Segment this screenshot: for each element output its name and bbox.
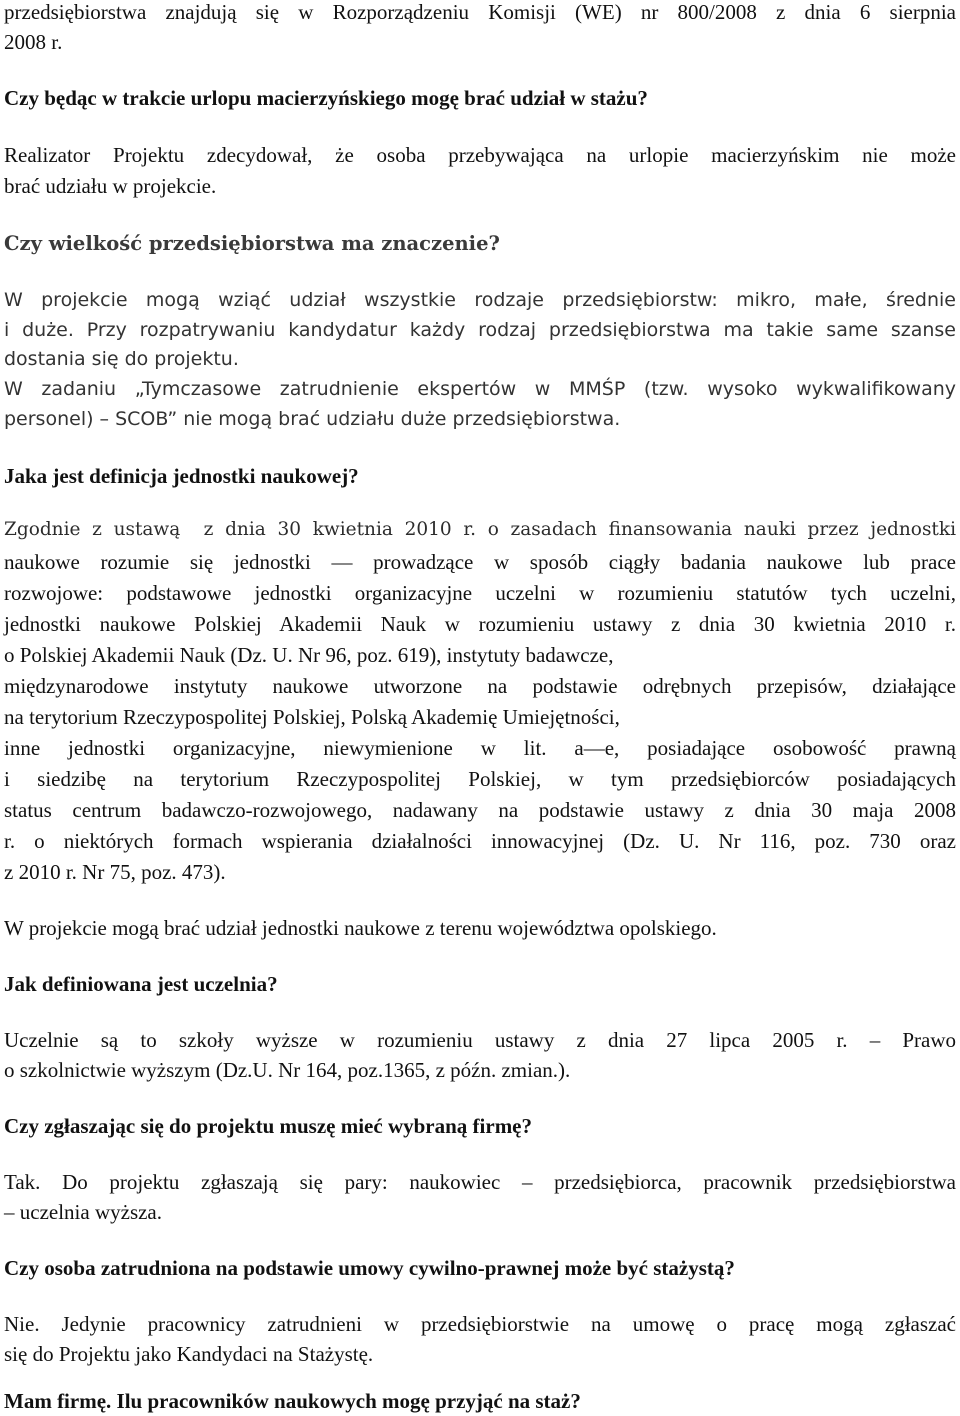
question-heading: Jaka jest definicja jednostki naukowej? bbox=[4, 464, 359, 488]
paragraph-line: r. o niektórych formach wspierania działalności innowacyjnej (Dz. U. Nr 116, poz. 730 oraz bbox=[4, 829, 956, 853]
paragraph-line: się do Projektu jako Kandydaci na Stażystę. bbox=[4, 1342, 374, 1366]
paragraph-line: 2008 r. bbox=[4, 30, 63, 54]
paragraph-line: personel) – SCOB” nie mogą brać udziału duże przedsiębiorstwa. bbox=[4, 408, 621, 430]
paragraph-line: jednostki naukowe Polskiej Akademii Nauk w rozumieniu ustawy z dnia 30 kwietnia 2010 r. bbox=[4, 612, 956, 636]
paragraph-line: W zadaniu „Tymczasowe zatrudnienie ekspertów w MMŚP (tzw. wysoko wykwalifikowany bbox=[4, 378, 956, 400]
paragraph-line: Nie. Jedynie pracownicy zatrudnieni w przedsiębiorstwie na umowę o pracę mogą zgłaszać bbox=[4, 1312, 956, 1336]
paragraph-line: o szkolnictwie wyższym (Dz.U. Nr 164, poz.1365, z późn. zmian.). bbox=[4, 1058, 571, 1082]
paragraph-line: na terytorium Rzeczypospolitej Polskiej, Polską Akademię Umiejętności, bbox=[4, 705, 620, 729]
paragraph-line: – uczelnia wyższa. bbox=[4, 1200, 163, 1224]
paragraph-line: międzynarodowe instytuty naukowe utworzone na podstawie odrębnych przepisów, działające bbox=[4, 674, 956, 698]
question-heading: Jak definiowana jest uczelnia? bbox=[4, 972, 278, 996]
paragraph-line: Zgodnie z ustawą z dnia 30 kwietnia 2010 r. o zasadach finansowania nauki przez jednostki bbox=[4, 519, 956, 540]
paragraph-line: rozwojowe: podstawowe jednostki organizacyjne uczelni w rozumieniu statutów tych uczelni, bbox=[4, 581, 956, 605]
paragraph-line: i siedzibę na terytorium Rzeczypospolitej Polskiej, w tym przedsiębiorców posiadających bbox=[4, 767, 956, 791]
question-heading: Czy zgłaszając się do projektu muszę mieć wybraną firmę? bbox=[4, 1114, 533, 1138]
paragraph-line: Uczelnie są to szkoły wyższe w rozumieniu ustawy z dnia 27 lipca 2005 r. – Prawo bbox=[4, 1028, 956, 1052]
paragraph-line: brać udziału w projekcie. bbox=[4, 174, 217, 198]
paragraph-line: i duże. Przy rozpatrywaniu kandydatur każdy rodzaj przedsiębiorstwa ma takie same szanse bbox=[4, 319, 956, 341]
paragraph-line: o Polskiej Akademii Nauk (Dz. U. Nr 96, poz. 619), instytuty badawcze, bbox=[4, 643, 614, 667]
paragraph-line: dostania się do projektu. bbox=[4, 348, 239, 370]
question-heading: Czy będąc w trakcie urlopu macierzyńskiego mogę brać udział w stażu? bbox=[4, 86, 648, 110]
paragraph-line: W projekcie mogą brać udział jednostki naukowe z terenu województwa opolskiego. bbox=[4, 916, 717, 940]
paragraph-line: status centrum badawczo-rozwojowego, nadawany na podstawie ustawy z dnia 30 maja 2008 bbox=[4, 798, 956, 822]
paragraph-line: Realizator Projektu zdecydował, że osoba przebywająca na urlopie macierzyńskim nie może bbox=[4, 143, 956, 167]
question-heading: Czy wielkość przedsiębiorstwa ma znaczenie? bbox=[4, 232, 500, 255]
question-heading: Czy osoba zatrudniona na podstawie umowy cywilno-prawnej może być stażystą? bbox=[4, 1256, 735, 1280]
paragraph-line: Tak. Do projektu zgłaszają się pary: naukowiec – przedsiębiorca, pracownik przedsiębiorstwa bbox=[4, 1170, 956, 1194]
paragraph-line: z 2010 r. Nr 75, poz. 473). bbox=[4, 860, 226, 884]
paragraph-line: naukowe rozumie się jednostki — prowadzące w sposób ciągły badania naukowe lub prace bbox=[4, 550, 956, 574]
paragraph-line: W projekcie mogą wziąć udział wszystkie rodzaje przedsiębiorstw: mikro, małe, średnie bbox=[4, 289, 956, 311]
paragraph-line: inne jednostki organizacyjne, niewymienione w lit. a—e, posiadające osobowość prawną bbox=[4, 736, 956, 760]
paragraph-line: przedsiębiorstwa znajdują się w Rozporządzeniu Komisji (WE) nr 800/2008 z dnia 6 sierpnia bbox=[4, 0, 956, 24]
question-heading: Mam firmę. Ilu pracowników naukowych mogę przyjąć na staż? bbox=[4, 1389, 581, 1413]
